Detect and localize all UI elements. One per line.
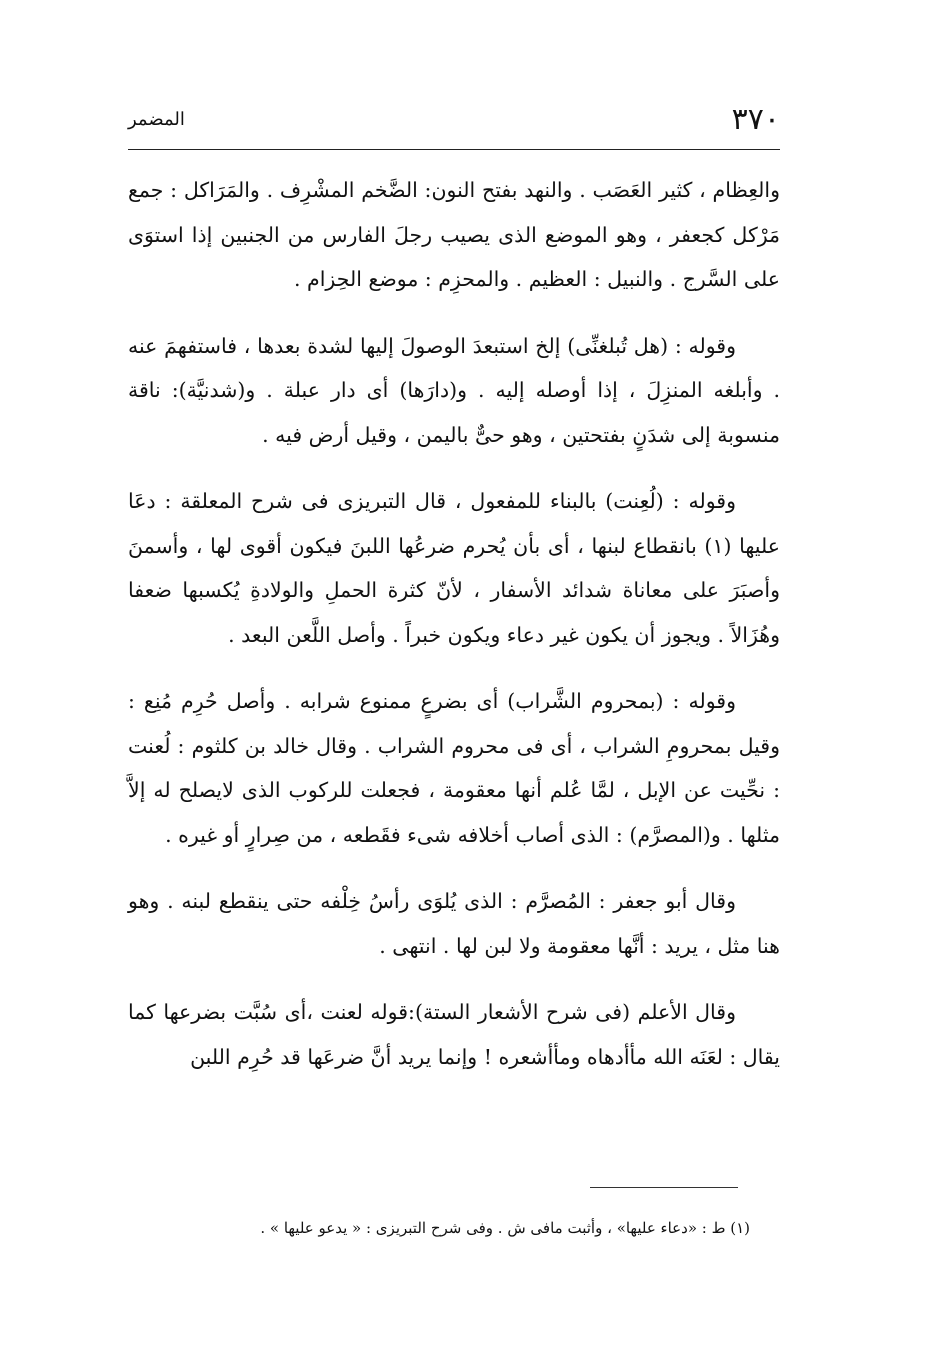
- paragraph-1: والعِظام ، كثير العَصَب . والنهد بفتح النون: الضَّخم المشْرِف . والمَرَاكل : جمع مَرْكل كجعفر ، وهو الموضع الذى يصيب رجلَ الفارس من الجنبين إذا استوَى على السَّرج . والنبيل : العظيم . والمحزِم : موضع الحِزام .: [128, 178, 780, 291]
- footnote-divider: [590, 1187, 738, 1188]
- paragraph-4: وقوله : (بمحروم الشَّراب) أى بضرعٍ ممنوع شرابه . وأصل حُرِم مُنِع : وقيل بمحرومِ الشراب ، أى فى محروم الشراب . وقال خالد بن كلثوم : لُعنت : نحِّيت عن الإبل ، لمَّا عُلم أنها معقومة ، فجعلت للركوب الذى لايصلح له إلاَّ مثلها . و(المصرَّم) : الذى أصاب أخلافه شىء فقَطعه ، من صِرارٍ أو غيره .: [128, 689, 780, 847]
- section-title: المضمر: [128, 109, 185, 130]
- header-divider: [128, 149, 780, 150]
- footnote: (١) ط : «دعاء عليها» ، وأثبت مافى ش . وفى شرح التبريزى : « يدعو عليها » .: [260, 1219, 750, 1237]
- paragraph-3: وقوله : (لُعِنت) بالبناء للمفعول ، قال التبريزى فى شرح المعلقة : دعَا عليها (١) بانقطاع لبنها ، أى بأن يُحرم ضرعُها اللبنَ فيكون أقوى لها ، وأسمنَ وأصبَرَ على معاناة شدائد الأسفار ، لأنّ كثرة الحملِ والولادةِ يُكسبها ضعفا وهُزَالاً . ويجوز أن يكون غير دعاء ويكون خبراً . وأصل اللَّعن البعد .: [128, 489, 781, 647]
- page-number: ٣٧٠: [731, 102, 780, 137]
- body-text: [128, 168, 780, 1101]
- paragraph-5: وقال أبو جعفر : المُصرَّم : الذى يُلوَى رأسُ خِلْفه حتى ينقطع لبنه . وهو هنا مثل ، يريد : أنَّها معقومة ولا لبن لها . انتهى .: [128, 889, 780, 958]
- paragraph-2: وقوله : (هل تُبلغنِّى) إلخ استبعدَ الوصولَ إليها لشدة بعدها ، فاستفهمَ عنه . وأبلغه المنزِلَ ، إذا أوصله إليه . و(دارَها) أى دار عبلة . و(شدنيَّة): ناقة منسوبة إلى شدَنٍ بفتحتين ، وهو حىٌّ باليمن ، وقيل أرض فيه .: [128, 333, 780, 447]
- paragraph-6: وقال الأعلم (فى شرح الأشعار الستة):قوله لعنت ،أى سُبَّت بضرعها كما يقال : لعَنَه الله مأأدهاه ومأأشعره ! وإنما يريد أنَّ ضرعَها قد حُرِم اللبن: [128, 1000, 780, 1069]
- running-head: [128, 100, 780, 140]
